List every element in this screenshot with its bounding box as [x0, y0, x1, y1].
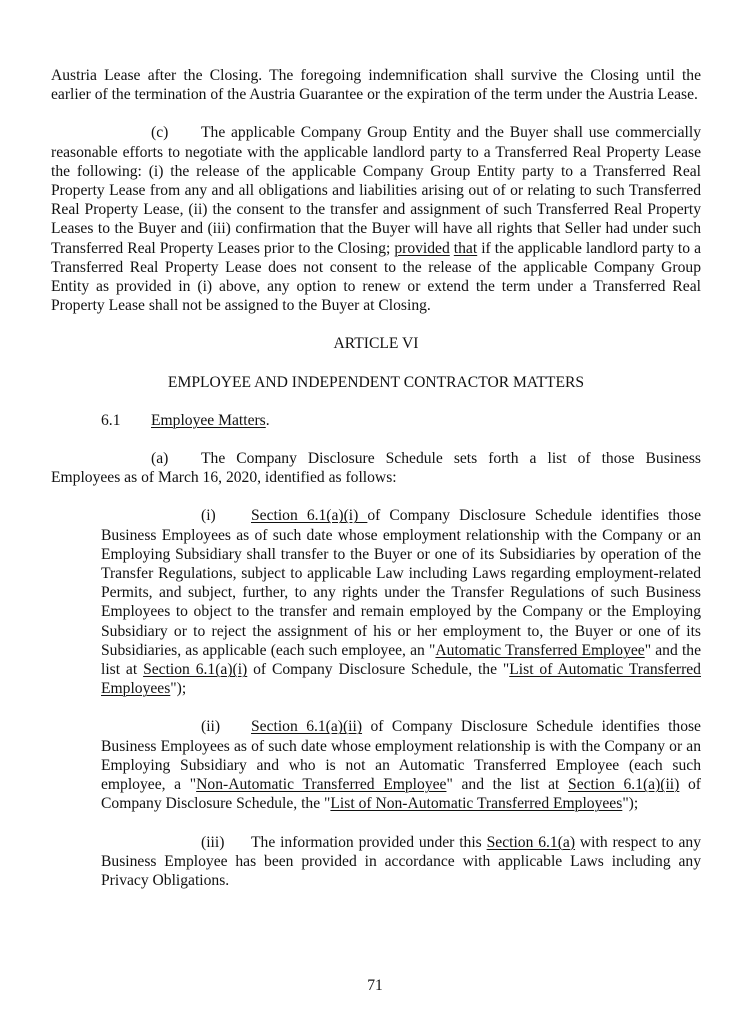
section-title-suffix: . [265, 411, 270, 429]
paragraph-c-text-2: if the applicable landlord party to a Transferred Real Property Lease does not consent to the release of the applicable Company Group Entity as provided in (i) above, any option to renew or extend the term under a Transferred Real Property Lease shall not be assigned to the Buyer at Closing. [51, 239, 701, 315]
paragraph-a [51, 449, 701, 487]
item-iii [101, 833, 701, 891]
section-ref-6-1-a-ii-2: Section 6.1(a)(ii) [568, 776, 680, 794]
section-ref-6-1-a: Section 6.1(a) [486, 833, 576, 851]
page-number: 71 [367, 977, 383, 994]
section-number: 6.1 [101, 411, 121, 429]
paragraph-c-label: (c) [151, 124, 169, 142]
defined-term-automatic-transferred-employee: Automatic Transferred Employee [435, 641, 645, 659]
item-iii-label: (iii) [201, 833, 225, 851]
paragraph-a-label: (a) [151, 450, 169, 468]
item-iii-text-2: with respect to any Business Employee has been provided in accordance with applicable Laws including any Privacy Obligations. [101, 833, 701, 889]
paragraph-a-text: The Company Disclosure Schedule sets forth a list of those Business Employees as of March 16, 2020, identified as follows: [51, 450, 701, 487]
item-i-text-3: of Company Disclosure Schedule, the " [247, 661, 510, 679]
item-ii-text-1: of Company Disclosure Schedule identifies those Business Employees as of such date whose employment relationship is with the Company or an Employing Subsidiary and who is not an Automatic Transferred Employee (each such employee, a " [101, 718, 701, 794]
item-ii-text-3: of Company Disclosure Schedule, the " [101, 776, 701, 813]
item-ii-text-2: " and the list at [446, 776, 569, 794]
defined-term-list-automatic: List of Automatic Transferred Employees [101, 661, 701, 698]
item-i-text-1: of Company Disclosure Schedule identifies those Business Employees as of such date whose employment relationship with the Company or an Employing Subsidiary shall transfer to the Buyer or one of its Subsidiaries by operation of the Transfer Regulations, subject to applicable Law including Laws regarding employment-related Permits, and subject, further, to any rights under the Transfer Regulations of such Business Employees to object to the transfer and remain employed by the Company or the Employing Subsidiary or to reject the assignment of his or her employment to, the Buyer or one of its Subsidiaries, as applicable (each such employee, an " [101, 507, 701, 659]
paragraph-austria-lease: Austria Lease after the Closing. The foregoing indemnification shall survive the Closing until the earlier of the termination of the Austria Guarantee or the expiration of the term under the Austria Lease. [51, 67, 701, 104]
document-page [51, 66, 701, 890]
item-i-text-2: " and the list at [101, 641, 702, 679]
article-heading: ARTICLE VI [333, 335, 419, 353]
item-i-text-4: "); [170, 680, 187, 698]
article-title: EMPLOYEE AND INDEPENDENT CONTRACTOR MATTERS [167, 373, 585, 391]
section-ref-6-1-a-i: Section 6.1(a)(i) [251, 507, 368, 525]
item-iii-text-1: The information provided under this [251, 833, 487, 851]
section-ref-6-1-a-i-2: Section 6.1(a)(i) [143, 661, 248, 679]
item-ii [101, 717, 701, 813]
item-ii-text-4: "); [622, 795, 639, 813]
paragraph-c [51, 123, 701, 315]
defined-term-list-non-automatic: List of Non-Automatic Transferred Employees [330, 795, 623, 813]
paragraph-c-text: The applicable Company Group Entity and the Buyer shall use commercially reasonable efforts to negotiate with the applicable landlord party to a Transferred Real Property Lease the following: (i) the release of the applicable Company Group Entity party to a Transferred Real Property Lease from any and all obligations and liabilities arising out of or relating to such Transferred Real Property Lease, (ii) the consent to the transfer and assignment of such Transferred Real Property Leases to the Buyer and (iii) confirmation that the Buyer will have all rights that Seller had under such Transferred Real Property Leases prior to the Closing; [51, 124, 701, 257]
item-i-block [101, 506, 701, 890]
that-term: that [453, 239, 478, 257]
section-6-1-heading [51, 411, 701, 430]
item-i-label: (i) [201, 507, 216, 525]
provided-term: provided [394, 239, 450, 257]
item-ii-label: (ii) [201, 718, 221, 736]
item-i [101, 506, 701, 698]
defined-term-non-automatic-transferred-employee: Non-Automatic Transferred Employee [196, 776, 447, 794]
section-ref-6-1-a-ii: Section 6.1(a)(ii) [251, 718, 363, 736]
section-title: Employee Matters [151, 411, 266, 429]
